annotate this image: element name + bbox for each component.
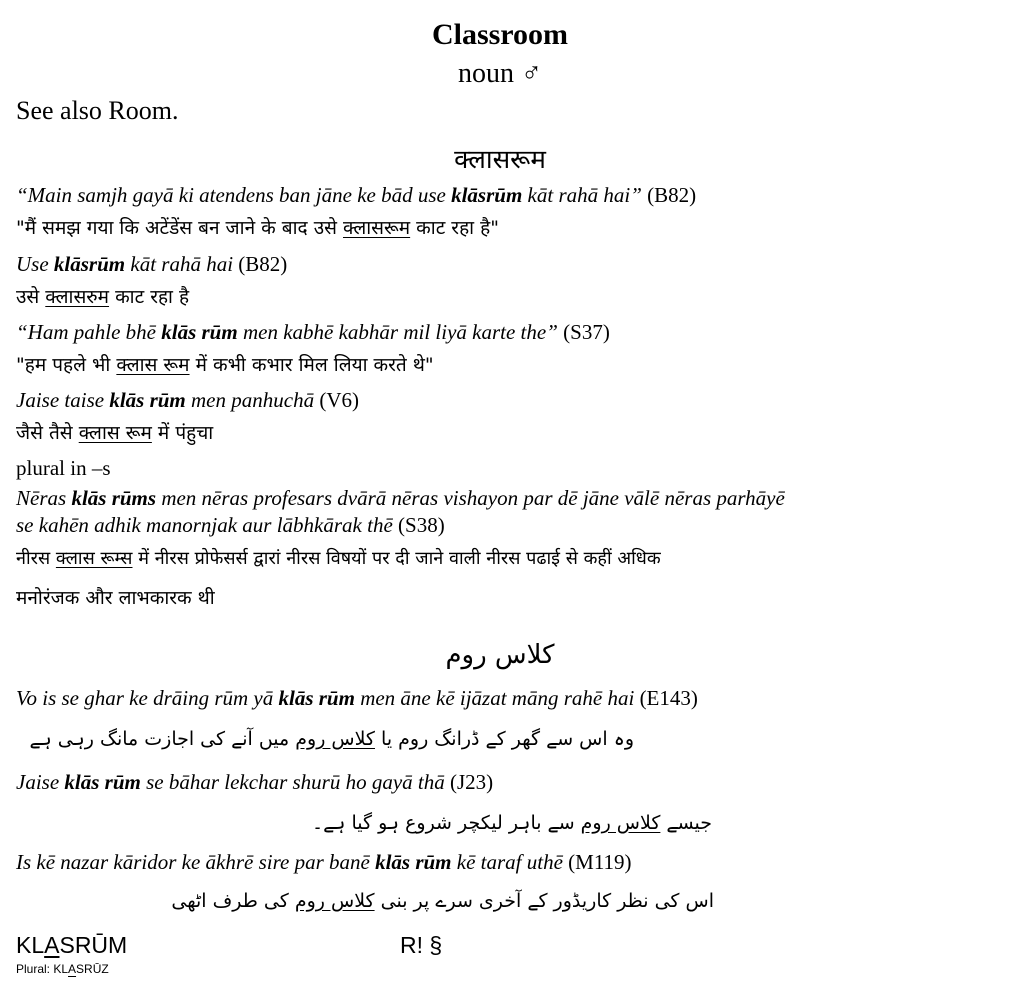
part-of-speech: noun ♂ xyxy=(458,58,542,89)
urdu-example-3-urdu: اس کی نظر کاریڈور کے آخری سرے پر بنی کلاس روم کی طرف اٹھی xyxy=(171,890,714,912)
see-also-note: See also Room. xyxy=(16,96,179,125)
hindi-example-3-devanagari: "हम पहले भी क्लास रूम में कभी कभार मिल लिया करते थे" xyxy=(16,354,434,376)
plural-code: Plural: KLASRŪZ xyxy=(16,962,109,976)
hindi-example-4-devanagari: जैसे तैसे क्लास रूम में पंहुचा xyxy=(16,422,214,444)
hindi-example-1-translit: “Main samjh gayā ki atendens ban jāne ke bād use klāsrūm kāt rahā hai” (B82) xyxy=(16,183,697,207)
hindi-example-4-translit: Jaise taise klās rūm men panhuchā (V6) xyxy=(16,388,359,412)
urdu-example-3-translit: Is kē nazar kāridor ke ākhrē sire par banē klās rūm kē taraf uthē (M119) xyxy=(16,850,632,874)
urdu-example-2-urdu: جیسے کلاس روم سے باہر لیکچر شروع ہو گیا ہے۔ xyxy=(312,812,712,834)
urdu-example-1-urdu: وہ اس سے گھر کے ڈرانگ روم یا کلاس روم میں آنے کی اجازت مانگ رہی ہے xyxy=(29,728,634,750)
hindi-example-5-translit-line-1: Nēras klās rūms men nēras profesars dvārā nēras vishayon par dē jāne vālē nēras parhāyē xyxy=(16,486,785,510)
plural-note: plural in –s xyxy=(16,456,111,480)
hindi-example-2-devanagari: उसे क्लासरुम काट रहा है xyxy=(16,286,190,308)
hindi-heading: क्लासरूम xyxy=(454,145,546,175)
hindi-example-5-devanagari-line-1: नीरस क्लास रूम्स में नीरस प्रोफेसर्स द्वारां नीरस विषयों पर दी जाने वाली नीरस पढाई से कहीं अधिक xyxy=(16,548,661,569)
register-code: R! § xyxy=(400,932,443,958)
urdu-example-1-translit: Vo is se ghar ke drāing rūm yā klās rūm men āne kē ijāzat māng rahē hai (E143) xyxy=(16,686,698,710)
headword: Classroom xyxy=(431,18,569,51)
urdu-heading: کلاس روم xyxy=(445,640,555,670)
hindi-example-2-translit: Use klāsrūm kāt rahā hai (B82) xyxy=(16,252,288,276)
hindi-example-5-translit-line-2: se kahēn adhik manornjak aur lābhkārak thē (S38) xyxy=(16,513,445,537)
urdu-example-2-translit: Jaise klās rūm se bāhar lekchar shurū ho gayā thā (J23) xyxy=(16,770,494,794)
hindi-example-5-devanagari-line-2: मनोरंजक और लाभकारक थी xyxy=(16,587,215,609)
transliteration-code: KLASRŪM xyxy=(16,932,128,958)
hindi-example-1-devanagari: "मैं समझ गया कि अटेंडेंस बन जाने के बाद उसे क्लासरूम काट रहा है" xyxy=(16,217,499,239)
hindi-example-3-translit: “Ham pahle bhē klās rūm men kabhē kabhār mil liyā karte the” (S37) xyxy=(16,320,610,344)
